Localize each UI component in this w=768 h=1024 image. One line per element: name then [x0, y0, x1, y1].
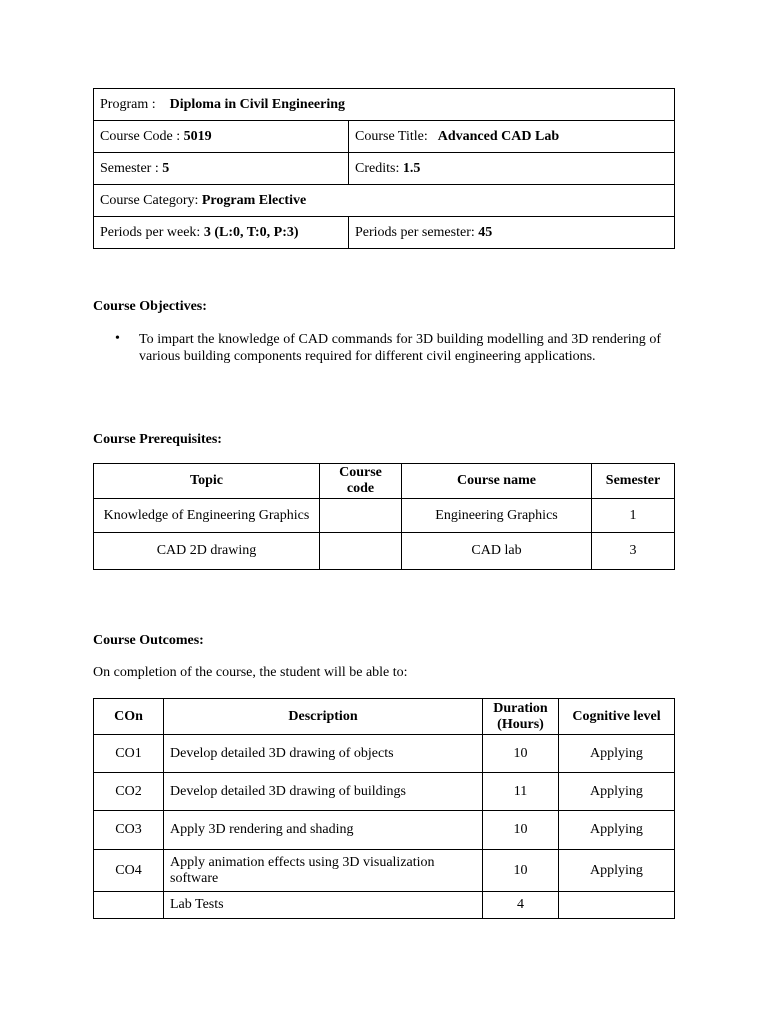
program-value: Diploma in Civil Engineering — [169, 96, 346, 112]
prereq-course-code — [320, 533, 402, 570]
prerequisites-header-row — [94, 464, 675, 499]
prereq-course-code — [320, 499, 402, 533]
category-label: Course Category: — [100, 192, 202, 208]
outcome-description: Develop detailed 3D drawing of buildings — [164, 773, 483, 811]
outcome-cognitive-level: Applying — [559, 850, 675, 892]
table-row — [94, 773, 675, 811]
course-code-cell — [94, 121, 349, 153]
prereq-semester: 1 — [592, 499, 675, 533]
prereq-topic: CAD 2D drawing — [94, 533, 320, 570]
outcome-duration: 10 — [483, 850, 559, 892]
periods-week-value: 3 (L:0, T:0, P:3) — [203, 224, 299, 240]
objectives-heading: Course Objectives: — [93, 299, 207, 314]
prereq-header-semester: Semester — [592, 464, 675, 499]
prereq-header-course-code: Course code — [320, 464, 402, 499]
outcome-code — [94, 892, 164, 919]
program-label: Program : — [100, 96, 156, 112]
course-code-label: Course Code : — [100, 128, 184, 144]
prereq-topic: Knowledge of Engineering Graphics — [94, 499, 320, 533]
semester-row — [94, 153, 675, 185]
periods-week-label: Periods per week: — [100, 224, 204, 240]
outcome-cognitive-level: Applying — [559, 811, 675, 850]
table-row — [94, 892, 675, 919]
category-cell — [94, 185, 675, 217]
objective-item: To impart the knowledge of CAD commands for 3D building modelling and 3D rendering of various building components required for different civil engineering applications. — [139, 332, 661, 364]
category-row — [94, 185, 675, 217]
outcome-code: CO4 — [94, 850, 164, 892]
outcomes-header-description: Description — [164, 699, 483, 735]
outcome-code: CO3 — [94, 811, 164, 850]
program-row — [94, 89, 675, 121]
prereq-header-topic: Topic — [94, 464, 320, 499]
outcome-code: CO1 — [94, 735, 164, 773]
program-cell — [94, 89, 675, 121]
objectives-list — [93, 331, 661, 365]
outcomes-heading: Course Outcomes: — [93, 633, 204, 648]
table-row — [94, 735, 675, 773]
prereq-header-course-name: Course name — [402, 464, 592, 499]
periods-semester-cell — [349, 217, 675, 249]
outcome-description: Apply 3D rendering and shading — [164, 811, 483, 850]
outcomes-intro: On completion of the course, the student will be able to: — [93, 665, 408, 680]
prerequisites-table — [93, 463, 675, 570]
outcome-description: Develop detailed 3D drawing of objects — [164, 735, 483, 773]
credits-value: 1.5 — [402, 160, 421, 176]
outcomes-header-cognitive-level: Cognitive level — [559, 699, 675, 735]
prerequisites-heading: Course Prerequisites: — [93, 432, 222, 447]
periods-row — [94, 217, 675, 249]
outcomes-table — [93, 698, 675, 919]
prereq-course-name: Engineering Graphics — [402, 499, 592, 533]
outcome-duration: 11 — [483, 773, 559, 811]
semester-cell — [94, 153, 349, 185]
course-title-value: Advanced CAD Lab — [437, 128, 560, 144]
outcome-description: Lab Tests — [164, 892, 483, 919]
outcomes-header-row — [94, 699, 675, 735]
table-row — [94, 811, 675, 850]
outcome-description: Apply animation effects using 3D visualization software — [164, 850, 483, 892]
bullet-icon: • — [115, 331, 120, 346]
course-title-cell — [349, 121, 675, 153]
table-row — [94, 533, 675, 570]
outcome-cognitive-level: Applying — [559, 773, 675, 811]
credits-label: Credits: — [355, 160, 403, 176]
outcome-cognitive-level — [559, 892, 675, 919]
periods-semester-value: 45 — [478, 224, 493, 240]
course-info-table — [93, 88, 675, 249]
outcomes-header-con: COn — [94, 699, 164, 735]
outcome-duration: 4 — [483, 892, 559, 919]
semester-label: Semester : — [100, 160, 163, 176]
outcomes-header-duration: Duration (Hours) — [483, 699, 559, 735]
table-row — [94, 850, 675, 892]
outcome-cognitive-level: Applying — [559, 735, 675, 773]
periods-week-cell — [94, 217, 349, 249]
category-value: Program Elective — [201, 192, 307, 208]
outcome-duration: 10 — [483, 811, 559, 850]
credits-cell — [349, 153, 675, 185]
periods-semester-label: Periods per semester: — [355, 224, 479, 240]
semester-value: 5 — [162, 160, 170, 176]
prereq-course-name: CAD lab — [402, 533, 592, 570]
outcome-duration: 10 — [483, 735, 559, 773]
prereq-semester: 3 — [592, 533, 675, 570]
course-title-label: Course Title: — [355, 128, 428, 144]
outcome-code: CO2 — [94, 773, 164, 811]
course-code-value: 5019 — [183, 128, 212, 144]
course-code-row — [94, 121, 675, 153]
table-row — [94, 499, 675, 533]
